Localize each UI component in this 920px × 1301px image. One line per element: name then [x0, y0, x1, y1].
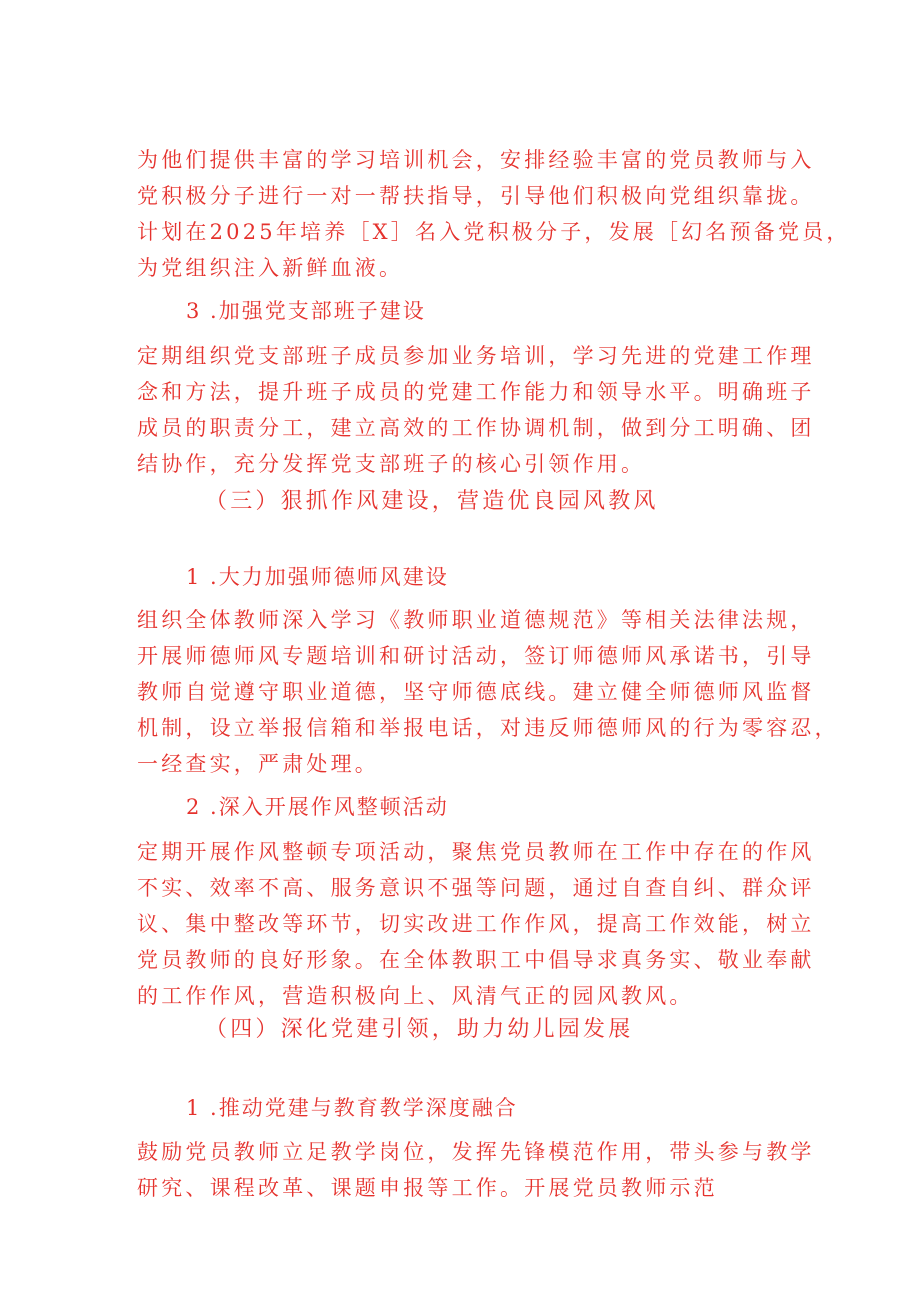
paragraph-line: 定期组织党支部班子成员参加业务培训，学习先进的党建工作理 [137, 344, 815, 368]
paragraph-line: 的工作作风，营造积极向上、风清气正的园风教风。 [137, 984, 694, 1008]
paragraph-line: 党积极分子进行一对一帮扶指导，引导他们积极向党组织靠拢。 [137, 184, 815, 208]
paragraph-line: 一经查实，严肃处理。 [137, 752, 379, 776]
paragraph-line: 不实、效率不高、服务意识不强等问题，通过自查自纠、群众评 [137, 876, 815, 900]
paragraph-line: 机制，设立举报信箱和举报电话，对违反师德师风的行为零容忍， [137, 716, 839, 740]
paragraph-line: 开展师德师风专题培训和研讨活动，签订师德师风承诺书，引导 [137, 644, 815, 668]
subsection-heading: 1 .推动党建与教育教学深度融合 [186, 1096, 518, 1120]
paragraph-line: 计划在2025年培养［X］名入党积极分子，发展［幻名预备党员， [137, 220, 851, 244]
paragraph-line: 教师自觉遵守职业道德，坚守师德底线。建立健全师德师风监督 [137, 680, 815, 704]
paragraph-line: 念和方法，提升班子成员的党建工作能力和领导水平。明确班子 [137, 380, 815, 404]
subsection-heading: 3 .加强党支部班子建设 [186, 299, 426, 323]
paragraph-line: 结协作，充分发挥党支部班子的核心引领作用。 [137, 452, 646, 476]
paragraph-line: 鼓励党员教师立足教学岗位，发挥先锋模范作用，带头参与教学 [137, 1140, 815, 1164]
paragraph-line: 定期开展作风整顿专项活动，聚焦党员教师在工作中存在的作风 [137, 840, 815, 864]
paragraph-line: 党员教师的良好形象。在全体教职工中倡导求真务实、敬业奉献 [137, 948, 815, 972]
paragraph-line: 研究、课程改革、课题申报等工作。开展党员教师示范 [137, 1176, 718, 1200]
subsection-heading: 1 .大力加强师德师风建设 [186, 565, 449, 589]
paragraph-line: 成员的职责分工，建立高效的工作协调机制，做到分工明确、团 [137, 416, 815, 440]
paragraph-line: 议、集中整改等环节，切实改进工作作风，提高工作效能，树立 [137, 912, 815, 936]
paragraph-line: 为他们提供丰富的学习培训机会，安排经验丰富的党员教师与入 [137, 148, 815, 172]
paragraph-line: 为党组织注入新鲜血液。 [137, 256, 404, 280]
paragraph-line: 组织全体教师深入学习《教师职业道德规范》等相关法律法规， [137, 608, 815, 632]
section-heading: （四）深化党建引领，助力幼儿园发展 [205, 1017, 634, 1042]
subsection-heading: 2 .深入开展作风整顿活动 [186, 795, 449, 819]
section-heading: （三）狠抓作风建设，营造优良园风教风 [205, 489, 659, 514]
